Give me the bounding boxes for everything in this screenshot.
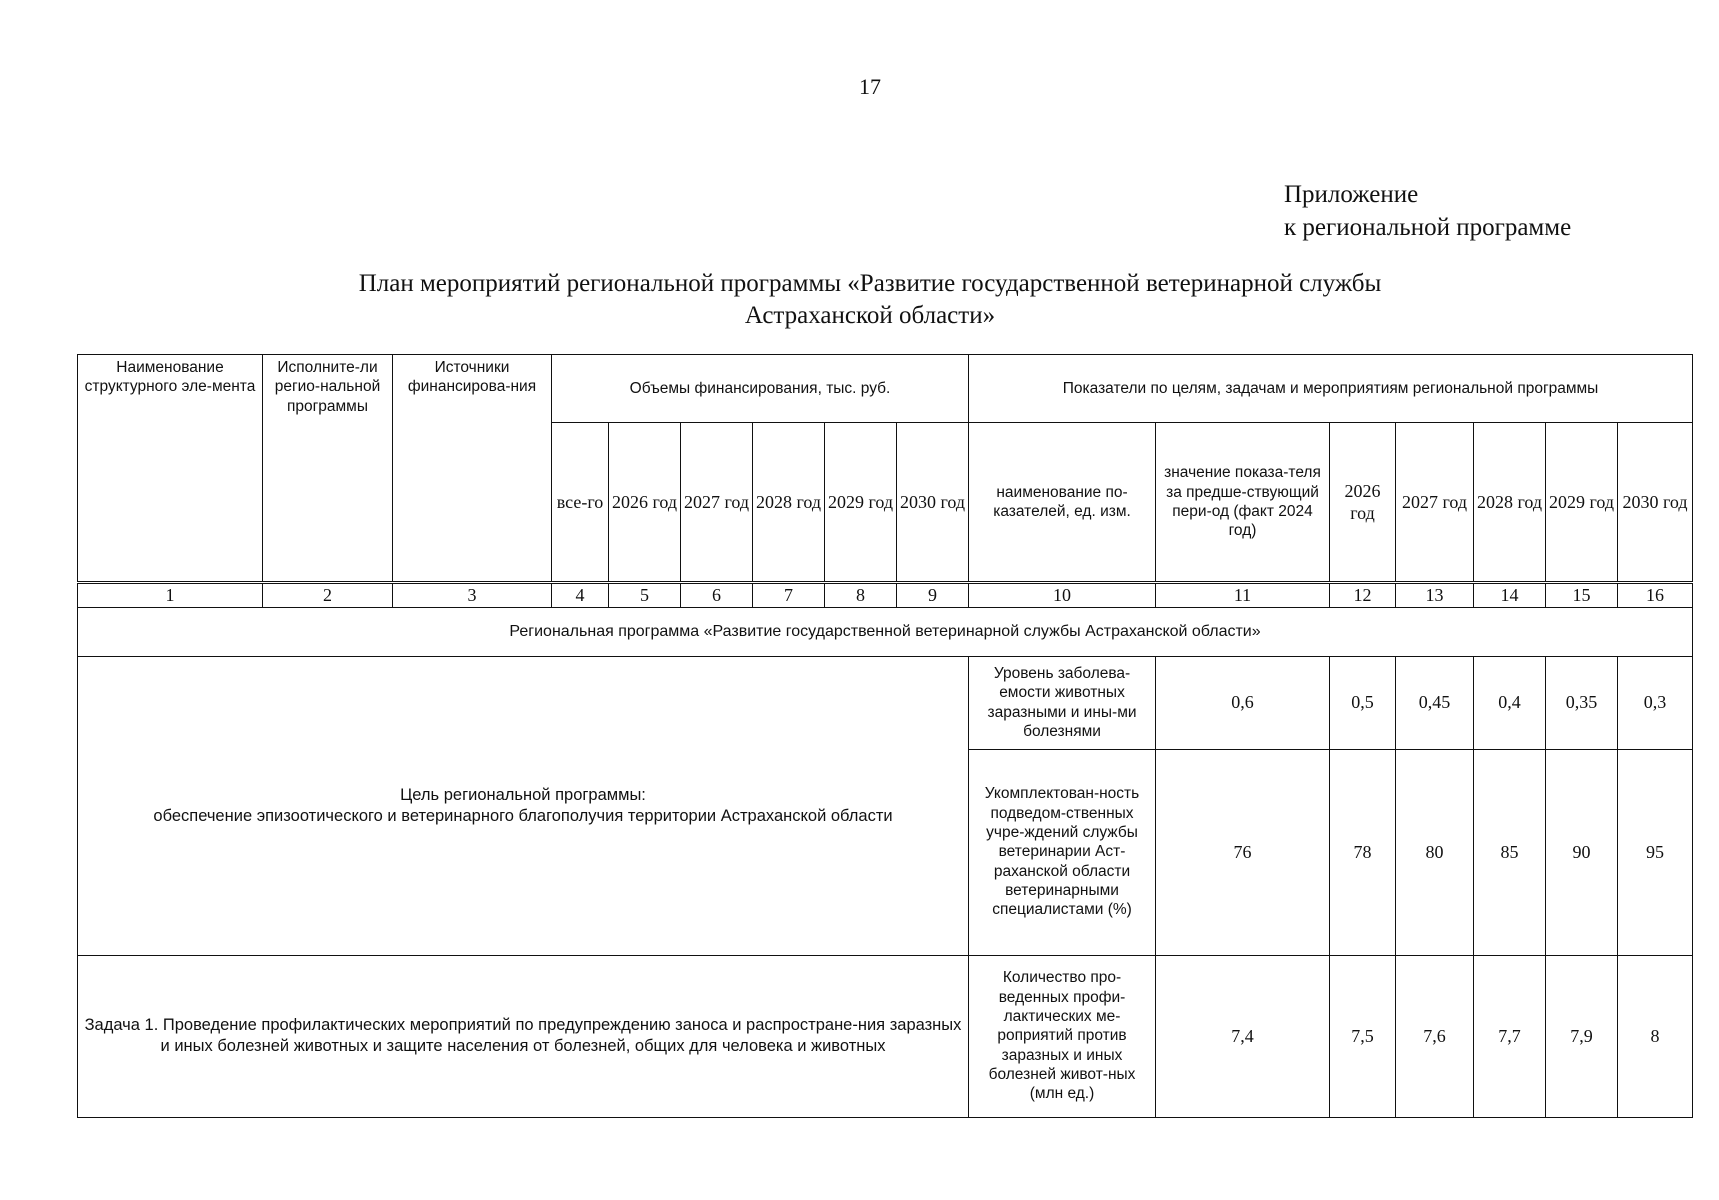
header-fin-year: 2030 год (897, 423, 969, 583)
document-title (230, 268, 1510, 332)
indicator-value: 85 (1474, 749, 1546, 955)
indicator-value: 90 (1546, 749, 1618, 955)
column-number: 8 (825, 583, 897, 608)
column-number: 15 (1546, 583, 1618, 608)
column-number: 3 (393, 583, 552, 608)
indicator-value: 0,5 (1330, 656, 1396, 749)
task-1-text: Задача 1. Проведение профилактических мероприятий по предупреждению заноса и распростране-ния заразных и иных болезней животных и защите населения от болезней, общих для человека и животных (78, 955, 969, 1117)
column-number: 11 (1156, 583, 1330, 608)
appendix-note (1284, 178, 1571, 244)
column-numbers-row (78, 583, 1693, 608)
document-title-line-2: Астраханской области» (744, 302, 996, 329)
header-financing-volumes: Объемы финансирования, тыс. руб. (552, 355, 969, 423)
header-fin-year: 2028 год (753, 423, 825, 583)
task-row (78, 955, 1693, 1117)
indicator-name: Количество про-веденных профи-лактических ме-роприятий против заразных и иных болезней живот-ных (млн ед.) (969, 955, 1156, 1117)
indicator-value: 0,3 (1618, 656, 1693, 749)
indicator-value: 7,9 (1546, 955, 1618, 1117)
indicator-value: 80 (1396, 749, 1474, 955)
column-number: 1 (78, 583, 263, 608)
column-number: 14 (1474, 583, 1546, 608)
indicator-value: 7,7 (1474, 955, 1546, 1117)
header-ind-year: 2029 год (1546, 423, 1618, 583)
header-indicator-name: наименование по-казателей, ед. изм. (969, 423, 1156, 583)
indicator-value: 0,35 (1546, 656, 1618, 749)
indicator-value: 95 (1618, 749, 1693, 955)
indicator-value: 0,4 (1474, 656, 1546, 749)
indicator-prev-value: 0,6 (1156, 656, 1330, 749)
header-ind-year: 2028 год (1474, 423, 1546, 583)
header-executors: Исполните-ли регио-нальной программы (263, 355, 393, 583)
header-funding-sources: Источники финансирова-ния (393, 355, 552, 583)
header-ind-year: 2026 год (1330, 423, 1396, 583)
indicator-value: 8 (1618, 955, 1693, 1117)
indicator-name: Уровень заболева-емости животных заразными и ины-ми болезнями (969, 656, 1156, 749)
indicator-value: 7,6 (1396, 955, 1474, 1117)
plan-table (77, 354, 1693, 1118)
header-prev-value: значение показа-теля за предше-ствующий пери-од (факт 2024 год) (1156, 423, 1330, 583)
column-number: 10 (969, 583, 1156, 608)
column-number: 4 (552, 583, 609, 608)
goal-label: Цель региональной программы: (400, 785, 646, 804)
indicator-value: 78 (1330, 749, 1396, 955)
goal-indicator-row (78, 656, 1693, 749)
header-ind-year: 2027 год (1396, 423, 1474, 583)
column-number: 6 (681, 583, 753, 608)
appendix-line-1: Приложение (1284, 181, 1419, 208)
indicator-prev-value: 7,4 (1156, 955, 1330, 1117)
column-number: 2 (263, 583, 393, 608)
indicator-prev-value: 76 (1156, 749, 1330, 955)
page-number: 17 (859, 74, 881, 99)
program-title-row (78, 607, 1693, 656)
column-number: 16 (1618, 583, 1693, 608)
goal-cell (78, 656, 969, 955)
appendix-line-2: к региональной программе (1284, 214, 1572, 241)
header-ind-year: 2030 год (1618, 423, 1693, 583)
program-title: Региональная программа «Развитие государственной ветеринарной службы Астраханской области» (78, 607, 1693, 656)
column-number: 13 (1396, 583, 1474, 608)
indicator-value: 7,5 (1330, 955, 1396, 1117)
header-fin-year: 2026 год (609, 423, 681, 583)
indicator-value: 0,45 (1396, 656, 1474, 749)
header-indicators: Показатели по целям, задачам и мероприятиям региональной программы (969, 355, 1693, 423)
header-total: все-го (552, 423, 609, 583)
column-number: 12 (1330, 583, 1396, 608)
goal-text: обеспечение эпизоотического и ветеринарного благополучия территории Астраханской области (153, 806, 893, 825)
header-structural-element: Наименование структурного эле-мента (78, 355, 263, 583)
document-title-line-1: План мероприятий региональной программы «Развитие государственной ветеринарной службы (358, 270, 1382, 297)
header-fin-year: 2027 год (681, 423, 753, 583)
column-number: 5 (609, 583, 681, 608)
column-number: 9 (897, 583, 969, 608)
column-number: 7 (753, 583, 825, 608)
indicator-name: Укомплектован-ность подведом-ственных учре-ждений службы ветеринарии Аст-раханской области ветеринарными специалистами (%) (969, 749, 1156, 955)
header-fin-year: 2029 год (825, 423, 897, 583)
